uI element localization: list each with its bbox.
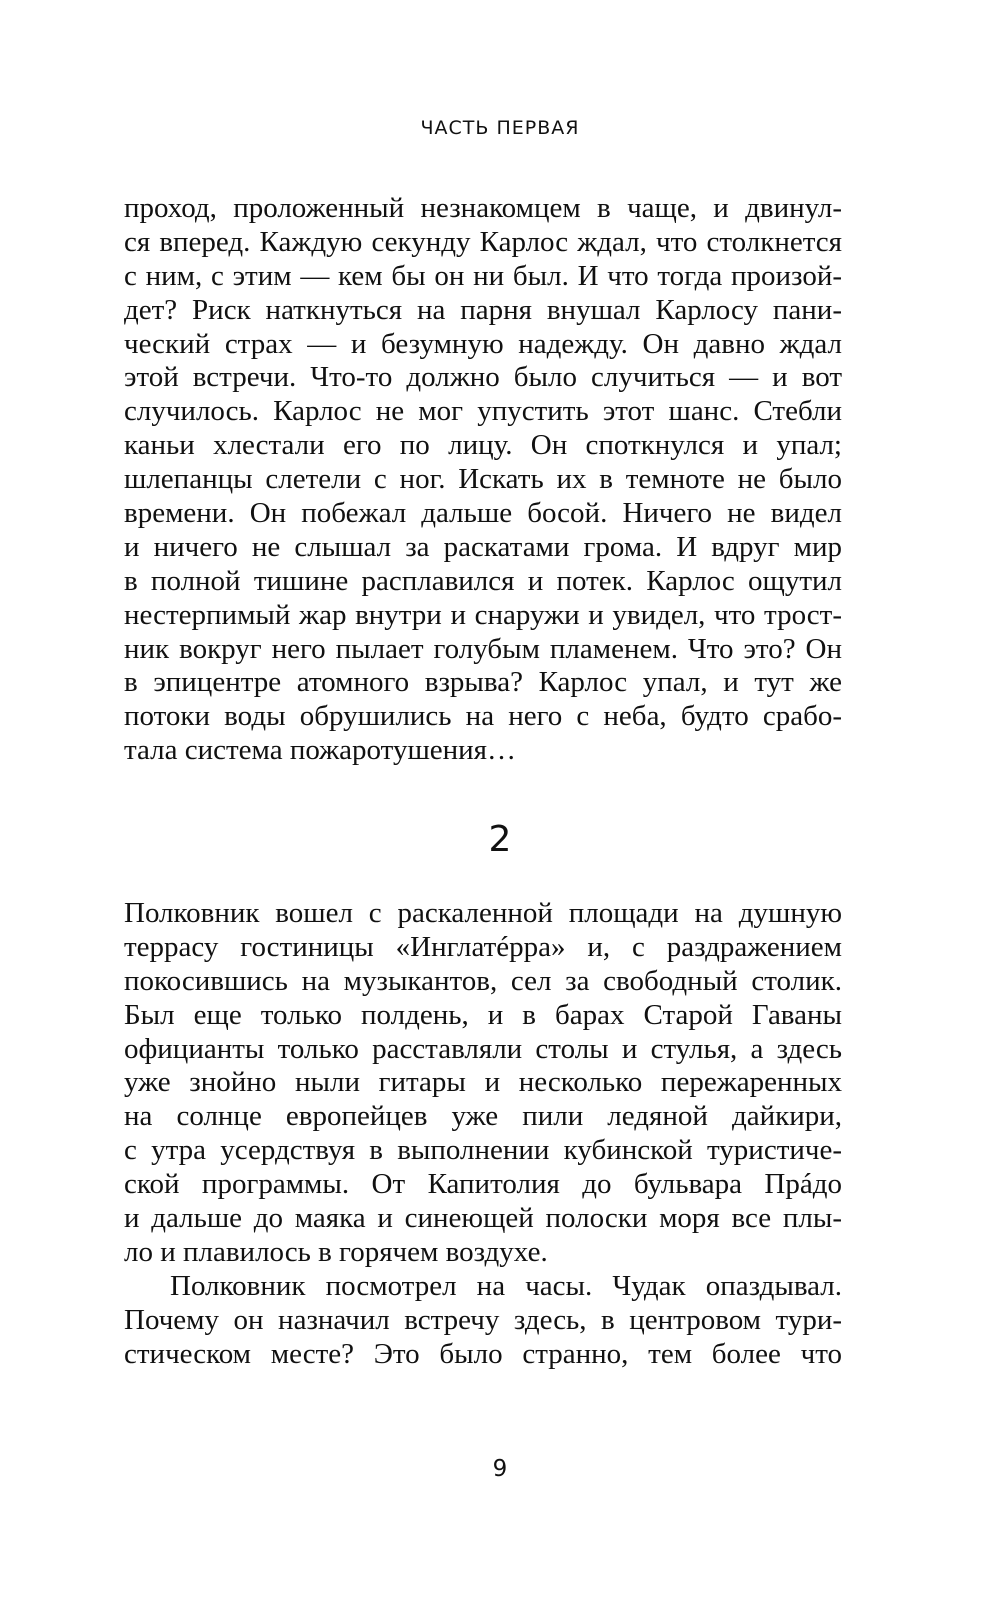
text-line: Почему он назначил встречу здесь, в центровом тури- xyxy=(124,1303,842,1336)
text-line: случилось. Карлос не мог упустить этот шанс. Стебли xyxy=(124,395,842,428)
text-line: Полковник вошел с раскаленной площади на душную xyxy=(124,897,842,929)
text-line: тала система пожаротушения… xyxy=(124,734,517,767)
text-line: ник вокруг него пылает голубым пламенем. Что это? Он xyxy=(124,632,842,665)
text-line: дет? Риск наткнуться на парня внушал Карлосу пани- xyxy=(124,293,842,326)
running-head: ЧАСТЬ ПЕРВАЯ xyxy=(420,117,580,139)
continued-paragraph xyxy=(124,192,842,768)
text-line: каньи хлестали его по лицу. Он споткнулся и упал; xyxy=(124,429,842,462)
text-line: ской программы. От Капитолия до бульвара Прáдо xyxy=(124,1168,842,1201)
paragraph xyxy=(124,897,842,1270)
text-line: ческий страх — и безумную надежду. Он давно ждал xyxy=(124,327,842,360)
text-line: и дальше до маяка и синеющей полоски моря все плы- xyxy=(124,1202,842,1235)
chapter-number: 2 xyxy=(488,819,512,860)
text-line: Был еще только полдень, и в барах Старой Гаваны xyxy=(124,998,842,1031)
text-line: Полковник посмотрел на часы. Чудак опаздывал. xyxy=(170,1269,842,1302)
paragraph xyxy=(124,1270,842,1372)
text-line: с утра усердствуя в выполнении кубинской туристиче- xyxy=(124,1134,842,1167)
text-line: проход, проложенный незнакомцем в чаще, и двинул- xyxy=(124,192,842,224)
text-line: времени. Он побежал дальше босой. Ничего не видел xyxy=(124,497,842,530)
text-line: и ничего не слышал за раскатами грома. И вдруг мир xyxy=(124,530,842,563)
text-line: с ним, с этим — кем бы он ни был. И что тогда произой- xyxy=(124,259,842,292)
text-line: уже знойно ныли гитары и несколько пережаренных xyxy=(124,1066,842,1099)
text-line: потоки воды обрушились на него с неба, будто срабо- xyxy=(124,700,842,733)
text-line: этой встречи. Что-то должно было случиться — и вот xyxy=(124,361,842,394)
text-line: стическом месте? Это было странно, тем более что xyxy=(124,1337,842,1370)
text-line: ся вперед. Каждую секунду Карлос ждал, что столкнется xyxy=(124,225,842,258)
text-line: террасу гостиницы «Инглатéрра» и, с раздражением xyxy=(124,930,842,963)
chapter-text xyxy=(124,897,842,1371)
page-number: 9 xyxy=(492,1456,508,1482)
text-line: шлепанцы слетели с ног. Искать их в темноте не было xyxy=(124,463,842,496)
text-line: покосившись на музыкантов, сел за свободный столик. xyxy=(124,964,842,997)
text-line: официанты только расставляли столы и стулья, а здесь xyxy=(124,1032,842,1065)
text-line: в полной тишине расплавился и потек. Карлос ощутил xyxy=(124,564,842,597)
text-line: ло и плавилось в горячем воздухе. xyxy=(124,1235,548,1268)
text-line: в эпицентре атомного взрыва? Карлос упал, и тут же xyxy=(124,666,842,699)
text-line: на солнце европейцев уже пили ледяной дайкири, xyxy=(124,1100,842,1133)
text-line: нестерпимый жар внутри и снаружи и увидел, что трост- xyxy=(124,598,842,631)
